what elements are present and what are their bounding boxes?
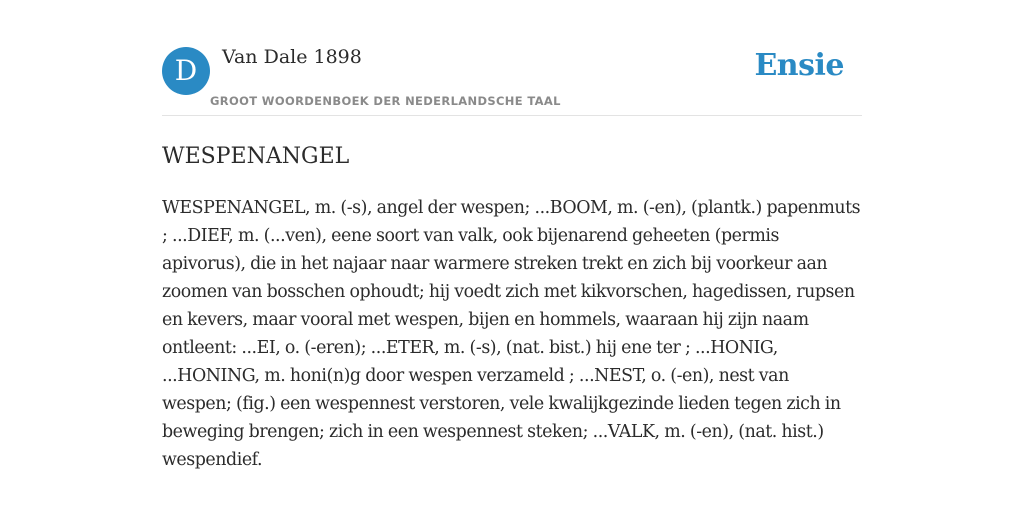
source-avatar[interactable]: D (162, 47, 210, 95)
ensie-logo[interactable]: Ensie (754, 48, 844, 83)
source-subtitle: GROOT WOORDENBOEK DER NEDERLANDSCHE TAAL (210, 94, 561, 108)
entry-header (162, 44, 862, 116)
headword: WESPENANGEL (162, 144, 350, 169)
definition-text: WESPENANGEL, m. (-s), angel der wespen; ...BOOM, m. (-en), (plantk.) papenmuts ; ...DIEF, m. (...ven), eene soort van valk, ook bijenarend geheeten (permis apivorus), die in het najaar naar warmere streken trekt en zich bij voorkeur aan zoomen van bosschen ophoudt; hij voedt zich met kikvorschen, hagedissen, rupsen en kevers, maar vooral met wespen, bijen en hommels, waaraan hij zijn naam ontleent: ...EI, o. (-eren); ...ETER, m. (-s), (nat. bist.) hij ene ter ; ...HONIG, ...HONING, m. honi(n)g door wespen verzameld ; ...NEST, o. (-en), nest van wespen; (fig.) een wespennest verstoren, vele kwalijkgezinde lieden tegen zich in beweging brengen; zich in een wespennest steken; ...VALK, m. (-en), (nat. hist.) wespendief. (162, 198, 861, 470)
entry-card (162, 44, 862, 474)
source-title[interactable]: Van Dale 1898 (222, 46, 362, 68)
